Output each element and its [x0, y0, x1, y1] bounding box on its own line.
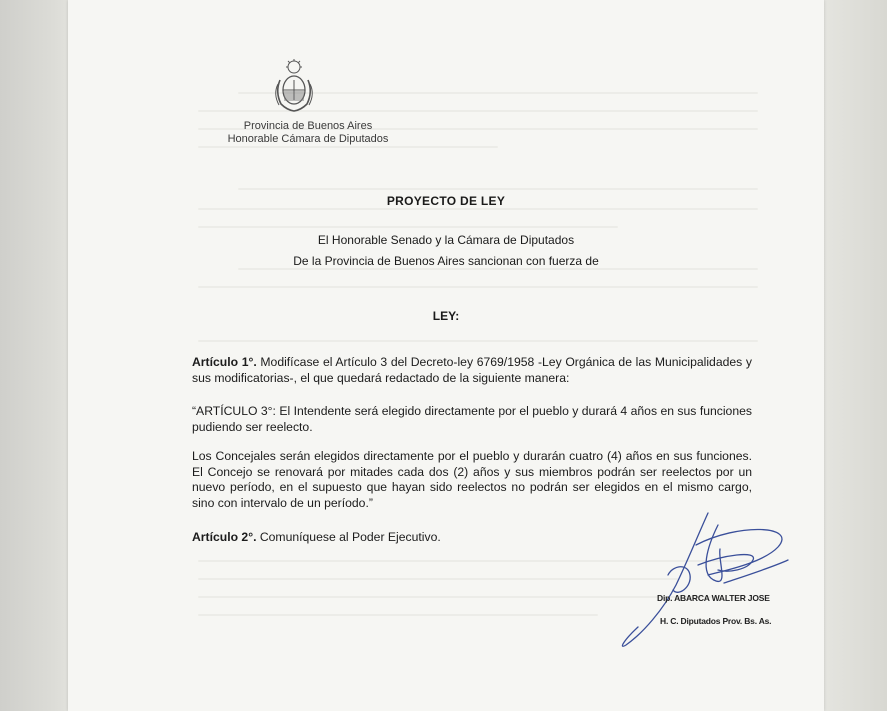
handwritten-signature — [548, 505, 798, 655]
coat-of-arms-icon — [271, 58, 317, 114]
institution-chamber: Honorable Cámara de Diputados — [227, 133, 389, 145]
intro-line-2: De la Provincia de Buenos Aires sancionan con fuerza de — [293, 254, 599, 268]
ley-heading: LEY: — [432, 309, 460, 323]
article-1-paragraph — [192, 355, 752, 386]
institution-province: Provincia de Buenos Aires — [243, 120, 373, 132]
document-title: PROYECTO DE LEY — [386, 194, 506, 208]
intro-line-1: El Honorable Senado y la Cámara de Diputados — [317, 233, 575, 247]
article-2-label: Artículo 2°. — [192, 530, 257, 544]
article-1-text: Modifícase el Artículo 3 del Decreto-ley 6769/1958 -Ley Orgánica de las Municipalidades y sus modificatorias-, el que quedará redactado de la siguiente manera: — [192, 355, 752, 385]
signature-stamp-office: H. C. Diputados Prov. Bs. As. — [660, 616, 772, 626]
signature-stamp-name: Dip. ABARCA WALTER JOSE — [657, 593, 770, 603]
article-2-text: Comuníquese al Poder Ejecutivo. — [256, 530, 441, 544]
article-1-label: Artículo 1°. — [192, 355, 257, 369]
document-page — [68, 0, 824, 711]
concejales-paragraph: Los Concejales serán elegidos directamente por el pueblo y durarán cuatro (4) años en sus funciones. El Concejo se renovará por mitades cada dos (2) años y sus miembros podrán ser reelectos por un nuevo período, en el supuesto que hayan sido reelectos no podrán ser elegidos en el mismo cargo, sino con intervalo de un período.” — [192, 449, 752, 510]
article-3-quote: “ARTÍCULO 3°: El Intendente será elegido directamente por el pueblo y durará 4 años en sus funciones pudiendo ser reelecto. — [192, 404, 752, 434]
